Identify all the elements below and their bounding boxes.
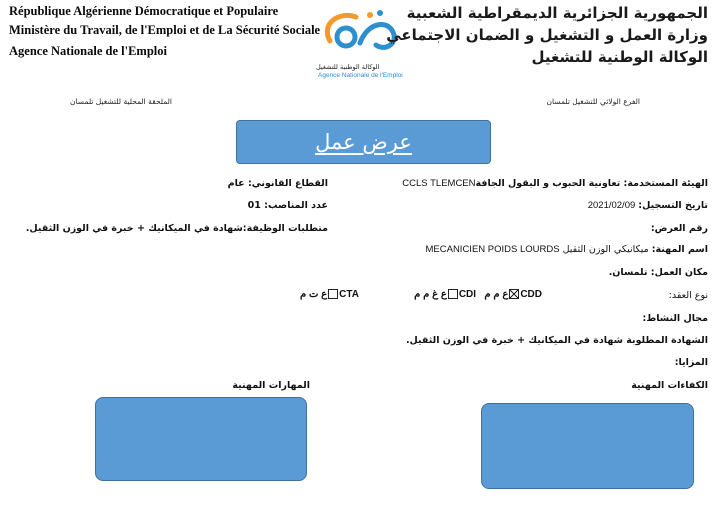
required-cert-field: الشهادة المطلوبة شهادة في الميكانيك + خبرة في الوزن الثقيل. [405,335,708,346]
competencies-box [481,403,694,489]
contract-type-label: نوع العقد: [668,290,708,301]
offer-title: عرض عمل [315,130,412,154]
header-fr-line2: Ministère du Travail, de l'Emploi et de La Sécurité Sociale [9,23,321,37]
cta-checkbox[interactable] [328,289,338,299]
job-name-field: اسم المهنة: ميكانيكي الوزن الثقيل MECANICIEN POIDS LOURDS [425,244,708,255]
registration-date: 2021/02/09 [587,200,636,211]
skills-label: المهارات المهنية [232,380,310,391]
branch-label: الفرع الولائي للتشغيل تلمسان [546,97,640,106]
job-name-fr: MECANICIEN POIDS LOURDS [425,244,560,255]
cdd-checkbox[interactable] [509,289,519,299]
header-fr-line3: Agence Nationale de l'Emploi [9,44,167,58]
header-ar-line1: الجمهورية الجزائرية الديمقراطية الشعبية [406,4,708,22]
logo-ar-text: الوكالة الوطنية للتشغيل [316,63,380,71]
logo-fr-text: Agence Nationale de l'Emploi [318,72,403,79]
employer-field: الهيئة المستخدمة: تعاونية الحبوب و البقول الجافةCCLS TLEMCEN [402,178,708,189]
positions-field: عدد المناصب: 01 [247,200,328,211]
activity-field: مجال النشاط: [642,313,708,324]
legal-sector-field: القطاع القانوني: عام [227,178,328,189]
competencies-label: الكفاءات المهنية [631,380,708,391]
header-ar-line2: وزارة العمل و التشغيل و الضمان الاجتماعي [386,26,708,44]
contract-options: ع ت م CTA ع غ م م CDI ع م م CDD [300,289,542,300]
benefits-field: المزايا: [674,357,708,368]
header-fr-line1: République Algérienne Démocratique et Populaire [9,4,279,18]
cdi-checkbox[interactable] [448,289,458,299]
skills-box [95,397,307,481]
job-requirements-field: متطلبات الوظيفة:شهادة في الميكانيك + خبرة في الوزن الثقيل. [25,223,328,234]
offer-number-field: رقم العرض: [650,223,708,234]
registration-date-field: تاريخ التسجيل: 2021/02/09 [587,200,708,211]
offer-title-box [236,120,491,164]
employer-fr: CCLS TLEMCEN [402,178,476,189]
local-office-label: الملحقة المحلية للتشغيل تلمسان [70,97,172,106]
work-place-field: مكان العمل: تلمسان. [608,267,708,278]
header-ar-line3: الوكالة الوطنية للتشغيل [531,48,708,66]
